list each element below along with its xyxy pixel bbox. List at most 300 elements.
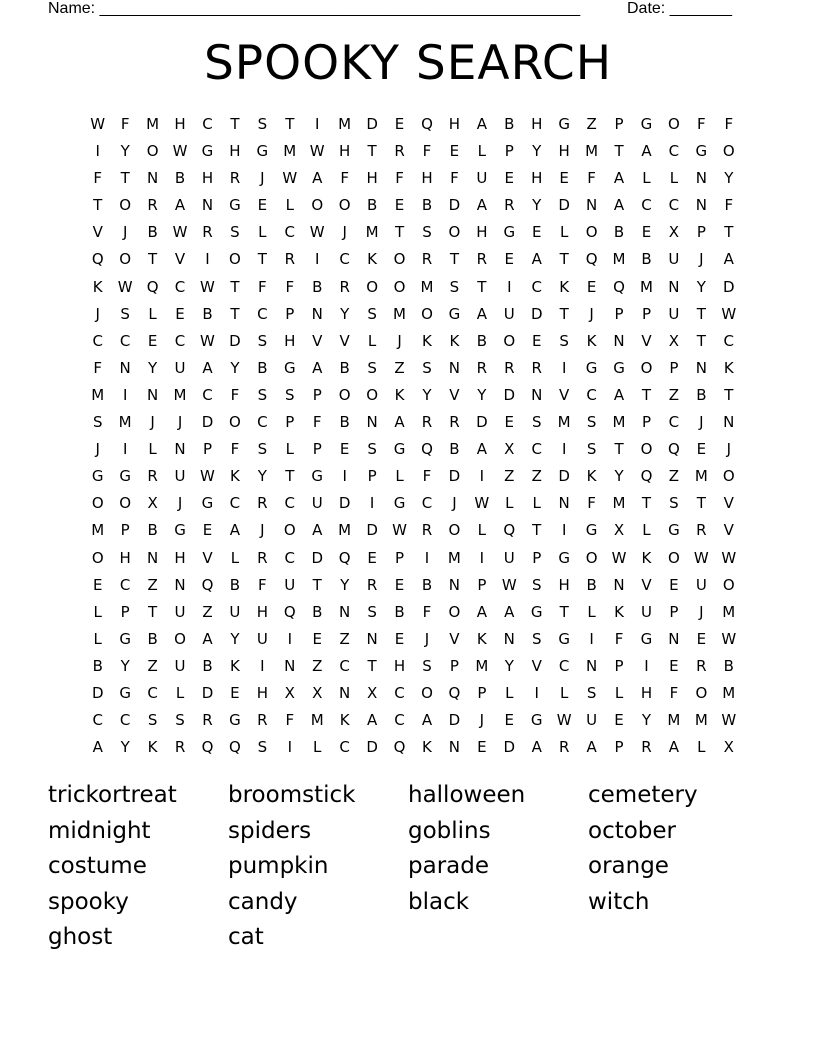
word-list-item: costume — [48, 853, 147, 880]
grid-row — [84, 734, 744, 761]
grid-letter: T — [696, 304, 706, 323]
grid-letter: D — [201, 683, 214, 702]
grid-letter: T — [696, 331, 706, 350]
grid-letter: P — [641, 413, 651, 432]
grid-letter: J — [260, 169, 265, 188]
grid-letter: K — [92, 277, 103, 296]
grid-letter: M — [146, 115, 160, 133]
grid-letter: Y — [257, 467, 267, 486]
grid-letter: F — [230, 385, 240, 404]
grid-letter: L — [313, 738, 322, 757]
grid-letter: O — [174, 629, 186, 648]
grid-letter: P — [395, 548, 405, 567]
grid-letter: T — [641, 385, 652, 404]
grid-letter: O — [722, 142, 735, 161]
grid-letter: B — [723, 656, 734, 675]
grid-letter: O — [695, 683, 708, 702]
grid-letter: F — [93, 358, 103, 377]
grid-letter: M — [612, 250, 626, 269]
grid-letter: O — [338, 385, 351, 404]
grid-letter: E — [504, 413, 515, 432]
grid-letter: E — [504, 169, 515, 188]
word-list-item: trickortreat — [48, 782, 177, 808]
grid-letter: C — [586, 385, 597, 404]
grid-letter: E — [531, 223, 542, 242]
grid-letter: R — [339, 277, 350, 296]
grid-letter: J — [726, 440, 731, 459]
grid-letter: B — [202, 656, 213, 675]
grid-letter: S — [422, 223, 432, 242]
grid-letter: J — [479, 711, 485, 730]
grid-letter: X — [668, 331, 680, 350]
grid-letter: W — [172, 223, 188, 242]
grid-letter: Y — [340, 304, 350, 323]
grid-letter: D — [311, 548, 323, 567]
grid-letter: M — [639, 277, 653, 296]
grid-letter: A — [476, 602, 487, 621]
grid-letter: C — [668, 196, 680, 215]
grid-letter: P — [285, 413, 295, 432]
grid-letter: C — [202, 385, 213, 404]
grid-letter: R — [257, 494, 268, 513]
grid-letter: Y — [532, 196, 542, 215]
grid-letter: V — [202, 548, 213, 567]
grid-letter: H — [531, 169, 543, 188]
grid-letter: Q — [229, 738, 241, 757]
grid-letter: B — [174, 169, 186, 188]
grid-letter: Z — [586, 115, 597, 133]
grid-letter: O — [366, 277, 378, 296]
grid-letter: V — [723, 494, 734, 513]
grid-row — [84, 463, 744, 490]
grid-letter: K — [339, 711, 350, 730]
grid-letter: R — [421, 521, 433, 540]
grid-letter: O — [448, 602, 461, 621]
grid-letter: M — [667, 711, 681, 730]
grid-letter: F — [697, 115, 706, 133]
grid-letter: E — [202, 521, 213, 540]
grid-letter: Y — [120, 142, 130, 161]
grid-letter: S — [257, 440, 268, 459]
grid-letter: T — [394, 223, 405, 242]
grid-letter: S — [230, 223, 240, 242]
grid-letter: T — [724, 385, 734, 404]
grid-letter: I — [561, 440, 567, 459]
grid-letter: L — [559, 223, 569, 242]
grid-letter: Z — [339, 629, 350, 648]
grid-letter: K — [641, 548, 652, 567]
grid-letter: C — [92, 331, 103, 350]
grid-letter: S — [367, 358, 377, 377]
grid-letter: B — [339, 413, 350, 432]
grid-letter: L — [93, 602, 102, 621]
grid-letter: M — [91, 385, 105, 404]
grid-letter: A — [504, 602, 515, 621]
grid-letter: G — [558, 548, 570, 567]
grid-letter: B — [449, 440, 460, 459]
grid-row — [84, 111, 744, 138]
grid-letter: Y — [477, 385, 487, 404]
grid-letter: E — [669, 575, 679, 594]
grid-letter: A — [476, 196, 487, 215]
grid-letter: M — [420, 277, 434, 296]
grid-letter: O — [668, 115, 680, 133]
grid-letter: P — [449, 656, 459, 675]
letter-grid — [84, 111, 744, 761]
grid-letter: K — [614, 602, 624, 621]
grid-letter: N — [311, 304, 323, 323]
grid-letter: T — [257, 250, 267, 269]
grid-letter: Z — [202, 602, 213, 621]
word-list-item: witch — [588, 888, 650, 915]
grid-letter: P — [367, 467, 377, 486]
grid-letter: M — [283, 142, 297, 161]
page-title: SPOOKY SEARCH — [203, 36, 613, 91]
grid-letter: T — [93, 196, 103, 215]
grid-letter: S — [422, 656, 432, 675]
grid-letter: G — [393, 494, 406, 513]
grid-letter: G — [256, 142, 269, 161]
grid-letter: E — [312, 629, 322, 648]
grid-letter: Y — [230, 629, 240, 648]
grid-letter: J — [177, 413, 183, 432]
grid-letter: C — [668, 413, 680, 432]
grid-letter: D — [366, 115, 378, 133]
grid-letter: C — [394, 683, 405, 702]
grid-letter: N — [531, 385, 543, 404]
grid-letter: J — [342, 223, 347, 242]
grid-letter: S — [586, 413, 597, 432]
grid-letter: N — [613, 575, 625, 594]
grid-letter: I — [644, 656, 649, 675]
grid-letter: I — [342, 467, 347, 486]
grid-letter: K — [147, 738, 158, 757]
grid-letter: E — [586, 277, 597, 296]
grid-letter: Y — [340, 575, 350, 594]
grid-letter: G — [585, 521, 598, 540]
grid-letter: A — [531, 250, 542, 269]
grid-letter: T — [641, 494, 652, 513]
grid-letter: C — [229, 494, 241, 513]
grid-row — [84, 517, 744, 544]
grid-letter: V — [723, 521, 734, 540]
grid-letter: C — [284, 223, 296, 242]
grid-letter: P — [614, 304, 624, 323]
grid-letter: O — [722, 467, 735, 486]
grid-letter: J — [589, 304, 594, 323]
grid-letter: S — [175, 711, 185, 730]
grid-letter: L — [697, 738, 706, 757]
grid-letter: T — [367, 142, 377, 161]
grid-letter: M — [118, 413, 132, 432]
grid-letter: S — [367, 602, 377, 621]
grid-letter: G — [283, 358, 296, 377]
grid-letter: M — [612, 413, 626, 432]
grid-row — [84, 545, 744, 572]
grid-letter: O — [311, 196, 324, 215]
grid-letter: G — [201, 142, 214, 161]
grid-letter: U — [284, 575, 296, 594]
grid-letter: Z — [531, 467, 542, 486]
grid-letter: E — [92, 575, 103, 594]
grid-letter: O — [119, 250, 132, 269]
grid-letter: A — [476, 115, 487, 133]
word-list-item: ghost — [48, 924, 113, 951]
grid-letter: E — [147, 331, 158, 350]
grid-letter: R — [394, 142, 405, 161]
grid-letter: F — [450, 169, 459, 188]
grid-letter: H — [366, 169, 378, 188]
grid-letter: T — [230, 115, 240, 133]
grid-letter: E — [669, 656, 679, 675]
grid-letter: K — [476, 629, 487, 648]
grid-letter: E — [696, 629, 707, 648]
word-list-item: goblins — [408, 817, 491, 844]
grid-row — [84, 599, 744, 626]
grid-letter: Y — [724, 169, 734, 188]
grid-row — [84, 382, 744, 409]
grid-letter: R — [421, 413, 433, 432]
grid-letter: P — [312, 385, 322, 404]
grid-letter: J — [122, 223, 128, 242]
grid-letter: Q — [338, 548, 351, 567]
grid-letter: F — [120, 115, 130, 133]
grid-letter: E — [394, 196, 405, 215]
grid-letter: M — [694, 467, 708, 486]
grid-letter: R — [504, 196, 515, 215]
grid-letter: H — [421, 169, 433, 188]
grid-letter: U — [668, 304, 680, 323]
grid-letter: S — [147, 711, 158, 730]
grid-letter: I — [315, 250, 320, 269]
grid-letter: U — [256, 629, 268, 648]
grid-letter: T — [285, 115, 295, 133]
grid-letter: Q — [503, 521, 516, 540]
grid-letter: W — [721, 304, 737, 323]
grid-letter: J — [177, 494, 183, 513]
grid-letter: R — [504, 358, 515, 377]
grid-letter: E — [614, 711, 624, 730]
grid-letter: A — [476, 304, 487, 323]
grid-letter: Q — [201, 738, 214, 757]
grid-letter: G — [640, 115, 653, 133]
grid-row — [84, 301, 744, 328]
grid-letter: Q — [448, 683, 461, 702]
grid-row — [84, 626, 744, 653]
grid-letter: E — [394, 575, 405, 594]
grid-letter: T — [230, 304, 240, 323]
grid-letter: U — [586, 711, 598, 730]
grid-letter: W — [474, 494, 490, 513]
grid-letter: B — [696, 385, 707, 404]
grid-letter: P — [120, 602, 130, 621]
grid-letter: N — [146, 169, 159, 188]
grid-letter: K — [559, 277, 570, 296]
grid-letter: O — [585, 548, 598, 567]
grid-letter: Z — [147, 575, 158, 594]
grid-letter: P — [614, 738, 624, 757]
grid-letter: R — [202, 223, 213, 242]
grid-letter: B — [202, 304, 213, 323]
grid-letter: X — [504, 440, 515, 459]
grid-letter: A — [421, 711, 433, 730]
grid-letter: R — [696, 656, 707, 675]
grid-letter: R — [257, 548, 268, 567]
grid-letter: R — [257, 711, 268, 730]
grid-letter: N — [448, 738, 461, 757]
grid-letter: S — [586, 683, 597, 702]
grid-letter: N — [668, 277, 680, 296]
word-list-item: pumpkin — [228, 853, 329, 880]
grid-letter: J — [397, 331, 402, 350]
grid-letter: F — [93, 169, 103, 188]
grid-letter: I — [260, 656, 265, 675]
grid-letter: E — [531, 331, 542, 350]
grid-letter: A — [394, 413, 405, 432]
grid-letter: B — [394, 602, 405, 621]
grid-letter: M — [393, 304, 406, 323]
grid-letter: I — [479, 467, 485, 486]
grid-letter: D — [448, 711, 461, 730]
grid-letter: M — [475, 656, 489, 675]
grid-letter: D — [91, 683, 104, 702]
grid-letter: K — [367, 250, 378, 269]
grid-letter: Z — [147, 656, 158, 675]
grid-letter: C — [147, 683, 158, 702]
grid-letter: J — [699, 602, 704, 621]
grid-letter: C — [531, 277, 542, 296]
grid-letter: U — [311, 494, 323, 513]
grid-letter: I — [287, 629, 292, 648]
grid-letter: C — [119, 575, 131, 594]
grid-letter: P — [285, 304, 295, 323]
grid-row — [84, 192, 744, 219]
grid-letter: F — [395, 169, 404, 188]
grid-letter: R — [202, 711, 213, 730]
grid-letter: M — [694, 711, 708, 730]
grid-letter: F — [724, 115, 734, 133]
grid-letter: P — [504, 142, 514, 161]
grid-letter: O — [421, 683, 433, 702]
grid-letter: R — [476, 250, 488, 269]
grid-letter: G — [119, 467, 131, 486]
grid-letter: A — [613, 196, 625, 215]
grid-letter: R — [284, 250, 295, 269]
grid-letter: H — [174, 115, 186, 133]
grid-letter: F — [422, 602, 432, 621]
grid-letter: E — [367, 548, 377, 567]
grid-letter: N — [366, 413, 378, 432]
grid-letter: U — [174, 467, 186, 486]
grid-letter: X — [366, 683, 378, 702]
grid-letter: U — [668, 250, 680, 269]
word-list-item: black — [408, 888, 470, 915]
grid-letter: C — [339, 250, 350, 269]
grid-letter: N — [558, 494, 570, 513]
grid-letter: K — [723, 358, 734, 377]
grid-letter: D — [503, 738, 516, 757]
grid-row — [84, 138, 744, 165]
grid-letter: A — [586, 738, 597, 757]
grid-letter: N — [339, 602, 351, 621]
grid-row — [84, 165, 744, 192]
grid-letter: G — [229, 711, 241, 730]
grid-letter: N — [448, 358, 461, 377]
grid-row — [84, 246, 744, 273]
grid-letter: H — [558, 575, 570, 594]
word-list-item: candy — [228, 888, 298, 915]
grid-letter: F — [614, 629, 624, 648]
grid-letter: P — [614, 656, 624, 675]
grid-letter: H — [256, 602, 268, 621]
word-list-item: spooky — [48, 888, 129, 915]
grid-letter: Z — [504, 467, 515, 486]
grid-letter: P — [669, 602, 679, 621]
grid-letter: U — [503, 304, 515, 323]
grid-letter: O — [229, 250, 241, 269]
grid-letter: F — [422, 467, 432, 486]
grid-letter: V — [339, 331, 350, 350]
grid-letter: Q — [668, 440, 680, 459]
grid-letter: R — [641, 738, 652, 757]
grid-letter: Q — [393, 738, 406, 757]
grid-letter: A — [613, 169, 625, 188]
grid-letter: U — [476, 169, 488, 188]
grid-letter: G — [640, 629, 653, 648]
grid-letter: E — [449, 142, 460, 161]
grid-letter: S — [257, 385, 268, 404]
grid-letter: G — [311, 467, 324, 486]
grid-letter: D — [723, 277, 735, 296]
grid-row — [84, 328, 744, 355]
grid-letter: B — [257, 358, 268, 377]
word-list-item: orange — [588, 853, 669, 880]
grid-letter: J — [150, 413, 155, 432]
grid-letter: X — [147, 494, 158, 513]
grid-letter: U — [174, 358, 186, 377]
grid-letter: I — [424, 548, 430, 567]
grid-letter: O — [640, 440, 653, 459]
grid-letter: A — [723, 250, 734, 269]
grid-letter: P — [696, 223, 706, 242]
grid-letter: I — [561, 358, 567, 377]
grid-letter: B — [586, 575, 597, 594]
grid-letter: D — [558, 467, 570, 486]
grid-letter: Z — [312, 656, 323, 675]
grid-letter: Y — [504, 656, 514, 675]
grid-letter: A — [668, 738, 680, 757]
grid-letter: M — [585, 142, 599, 161]
grid-letter: N — [201, 196, 214, 215]
grid-letter: R — [421, 250, 433, 269]
grid-letter: H — [256, 683, 268, 702]
grid-letter: X — [723, 738, 734, 757]
grid-letter: E — [339, 440, 350, 459]
grid-letter: C — [421, 494, 433, 513]
word-list-item: broomstick — [228, 782, 356, 808]
grid-letter: I — [507, 277, 512, 296]
grid-letter: K — [229, 656, 240, 675]
grid-letter: T — [148, 250, 158, 269]
grid-letter: L — [532, 494, 541, 513]
grid-letter: R — [366, 575, 378, 594]
grid-letter: C — [119, 711, 131, 730]
grid-letter: X — [613, 521, 625, 540]
grid-letter: N — [284, 656, 296, 675]
grid-letter: G — [393, 440, 406, 459]
grid-letter: K — [394, 385, 405, 404]
grid-row — [84, 653, 744, 680]
